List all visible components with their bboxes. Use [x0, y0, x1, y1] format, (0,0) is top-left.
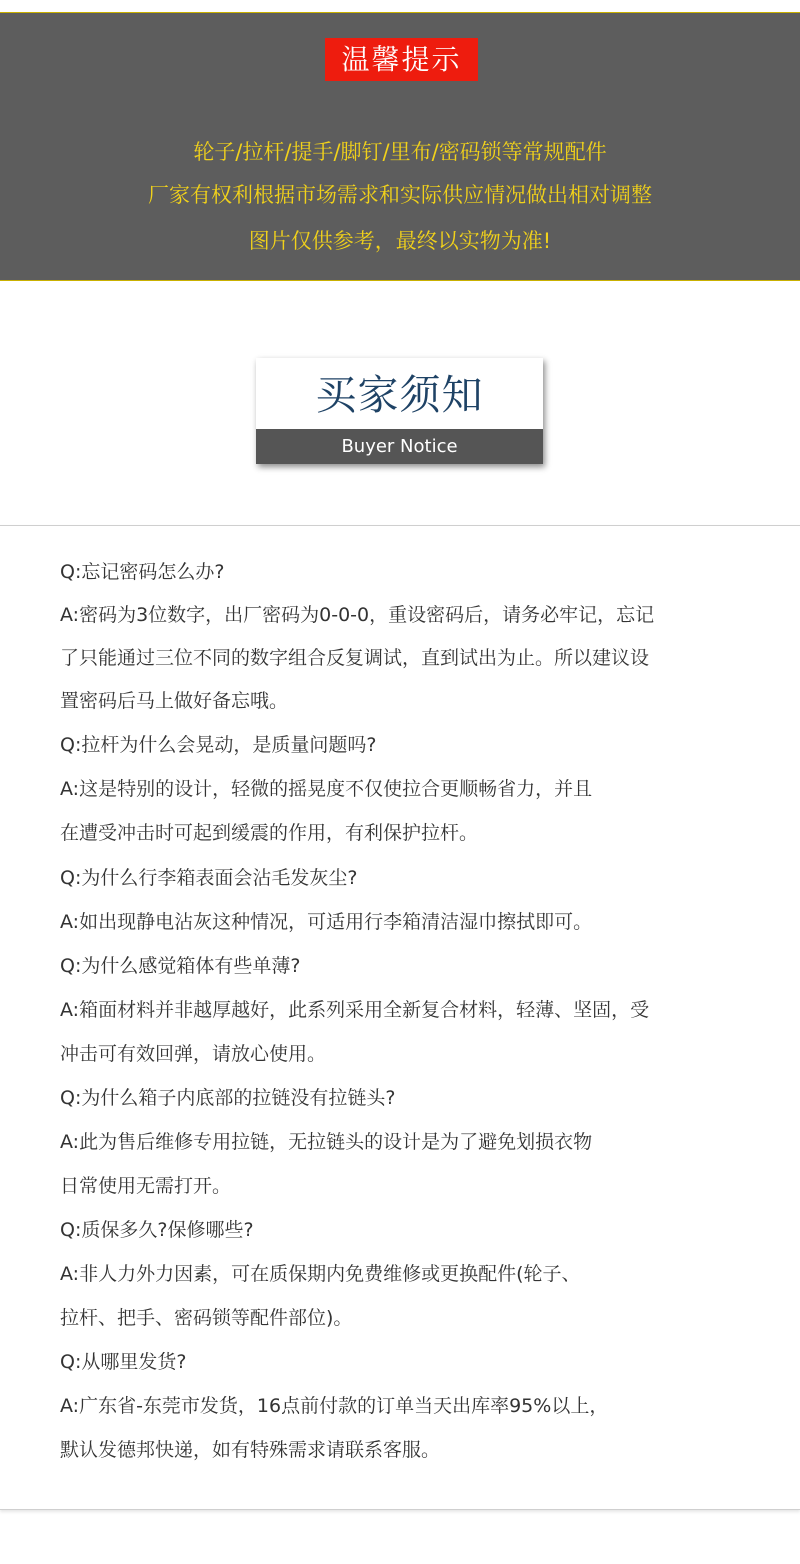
- buyer-notice-title: 买家须知: [315, 371, 484, 419]
- faq-answer: 日常使用无需打开。: [60, 1175, 232, 1197]
- faq-answer: 默认发德邦快递，如有特殊需求请联系客服。: [60, 1439, 441, 1461]
- faq-answer: 置密码后马上做好备忘哦。: [60, 690, 289, 712]
- faq-answer: A:这是特别的设计，轻微的摇晃度不仅使拉合更顺畅省力，并且: [60, 778, 593, 800]
- faq-question: Q:忘记密码怎么办?: [60, 561, 225, 583]
- faq-question: Q:为什么行李箱表面会沾毛发灰尘?: [60, 867, 358, 889]
- faq-answer: A:广东省-东莞市发货，16点前付款的订单当天出库率95%以上，: [60, 1395, 609, 1417]
- notice-line: 厂家有权利根据市场需求和实际供应情况做出相对调整: [148, 183, 652, 207]
- faq-question: Q:从哪里发货?: [60, 1351, 187, 1373]
- notice-title: 温馨提示: [325, 38, 478, 81]
- faq-question: Q:为什么箱子内底部的拉链没有拉链头?: [60, 1087, 396, 1109]
- buyer-notice-card: [256, 358, 543, 464]
- faq-answer: 在遭受冲击时可起到缓震的作用，有利保护拉杆。: [60, 822, 479, 844]
- notice-line: 图片仅供参考，最终以实物为准!: [248, 229, 552, 253]
- faq-question: Q:拉杆为什么会晃动，是质量问题吗?: [60, 734, 377, 756]
- faq-answer: A:密码为3位数字，出厂密码为0-0-0，重设密码后，请务必牢记，忘记: [60, 604, 655, 626]
- notice-line: 轮子/拉杆/提手/脚钉/里布/密码锁等常规配件: [193, 140, 607, 164]
- faq-answer: 拉杆、把手、密码锁等配件部位)。: [60, 1307, 353, 1329]
- faq-answer: A:如出现静电沾灰这种情况，可适用行李箱清洁湿巾擦拭即可。: [60, 911, 593, 933]
- faq-answer: 了只能通过三位不同的数字组合反复调试，直到试出为止。所以建议设: [60, 647, 650, 669]
- faq-answer: A:箱面材料并非越厚越好，此系列采用全新复合材料，轻薄、坚固，受: [60, 999, 650, 1021]
- faq-question: Q:质保多久?保修哪些?: [60, 1219, 254, 1241]
- faq-answer: A:此为售后维修专用拉链，无拉链头的设计是为了避免划损衣物: [60, 1131, 593, 1153]
- faq-question: Q:为什么感觉箱体有些单薄?: [60, 955, 301, 977]
- buyer-notice-subtitle: Buyer Notice: [256, 429, 543, 464]
- faq-panel: [0, 525, 800, 1510]
- notice-banner: [0, 12, 800, 281]
- faq-answer: 冲击可有效回弹，请放心使用。: [60, 1043, 327, 1065]
- faq-answer: A:非人力外力因素，可在质保期内免费维修或更换配件(轮子、: [60, 1263, 581, 1285]
